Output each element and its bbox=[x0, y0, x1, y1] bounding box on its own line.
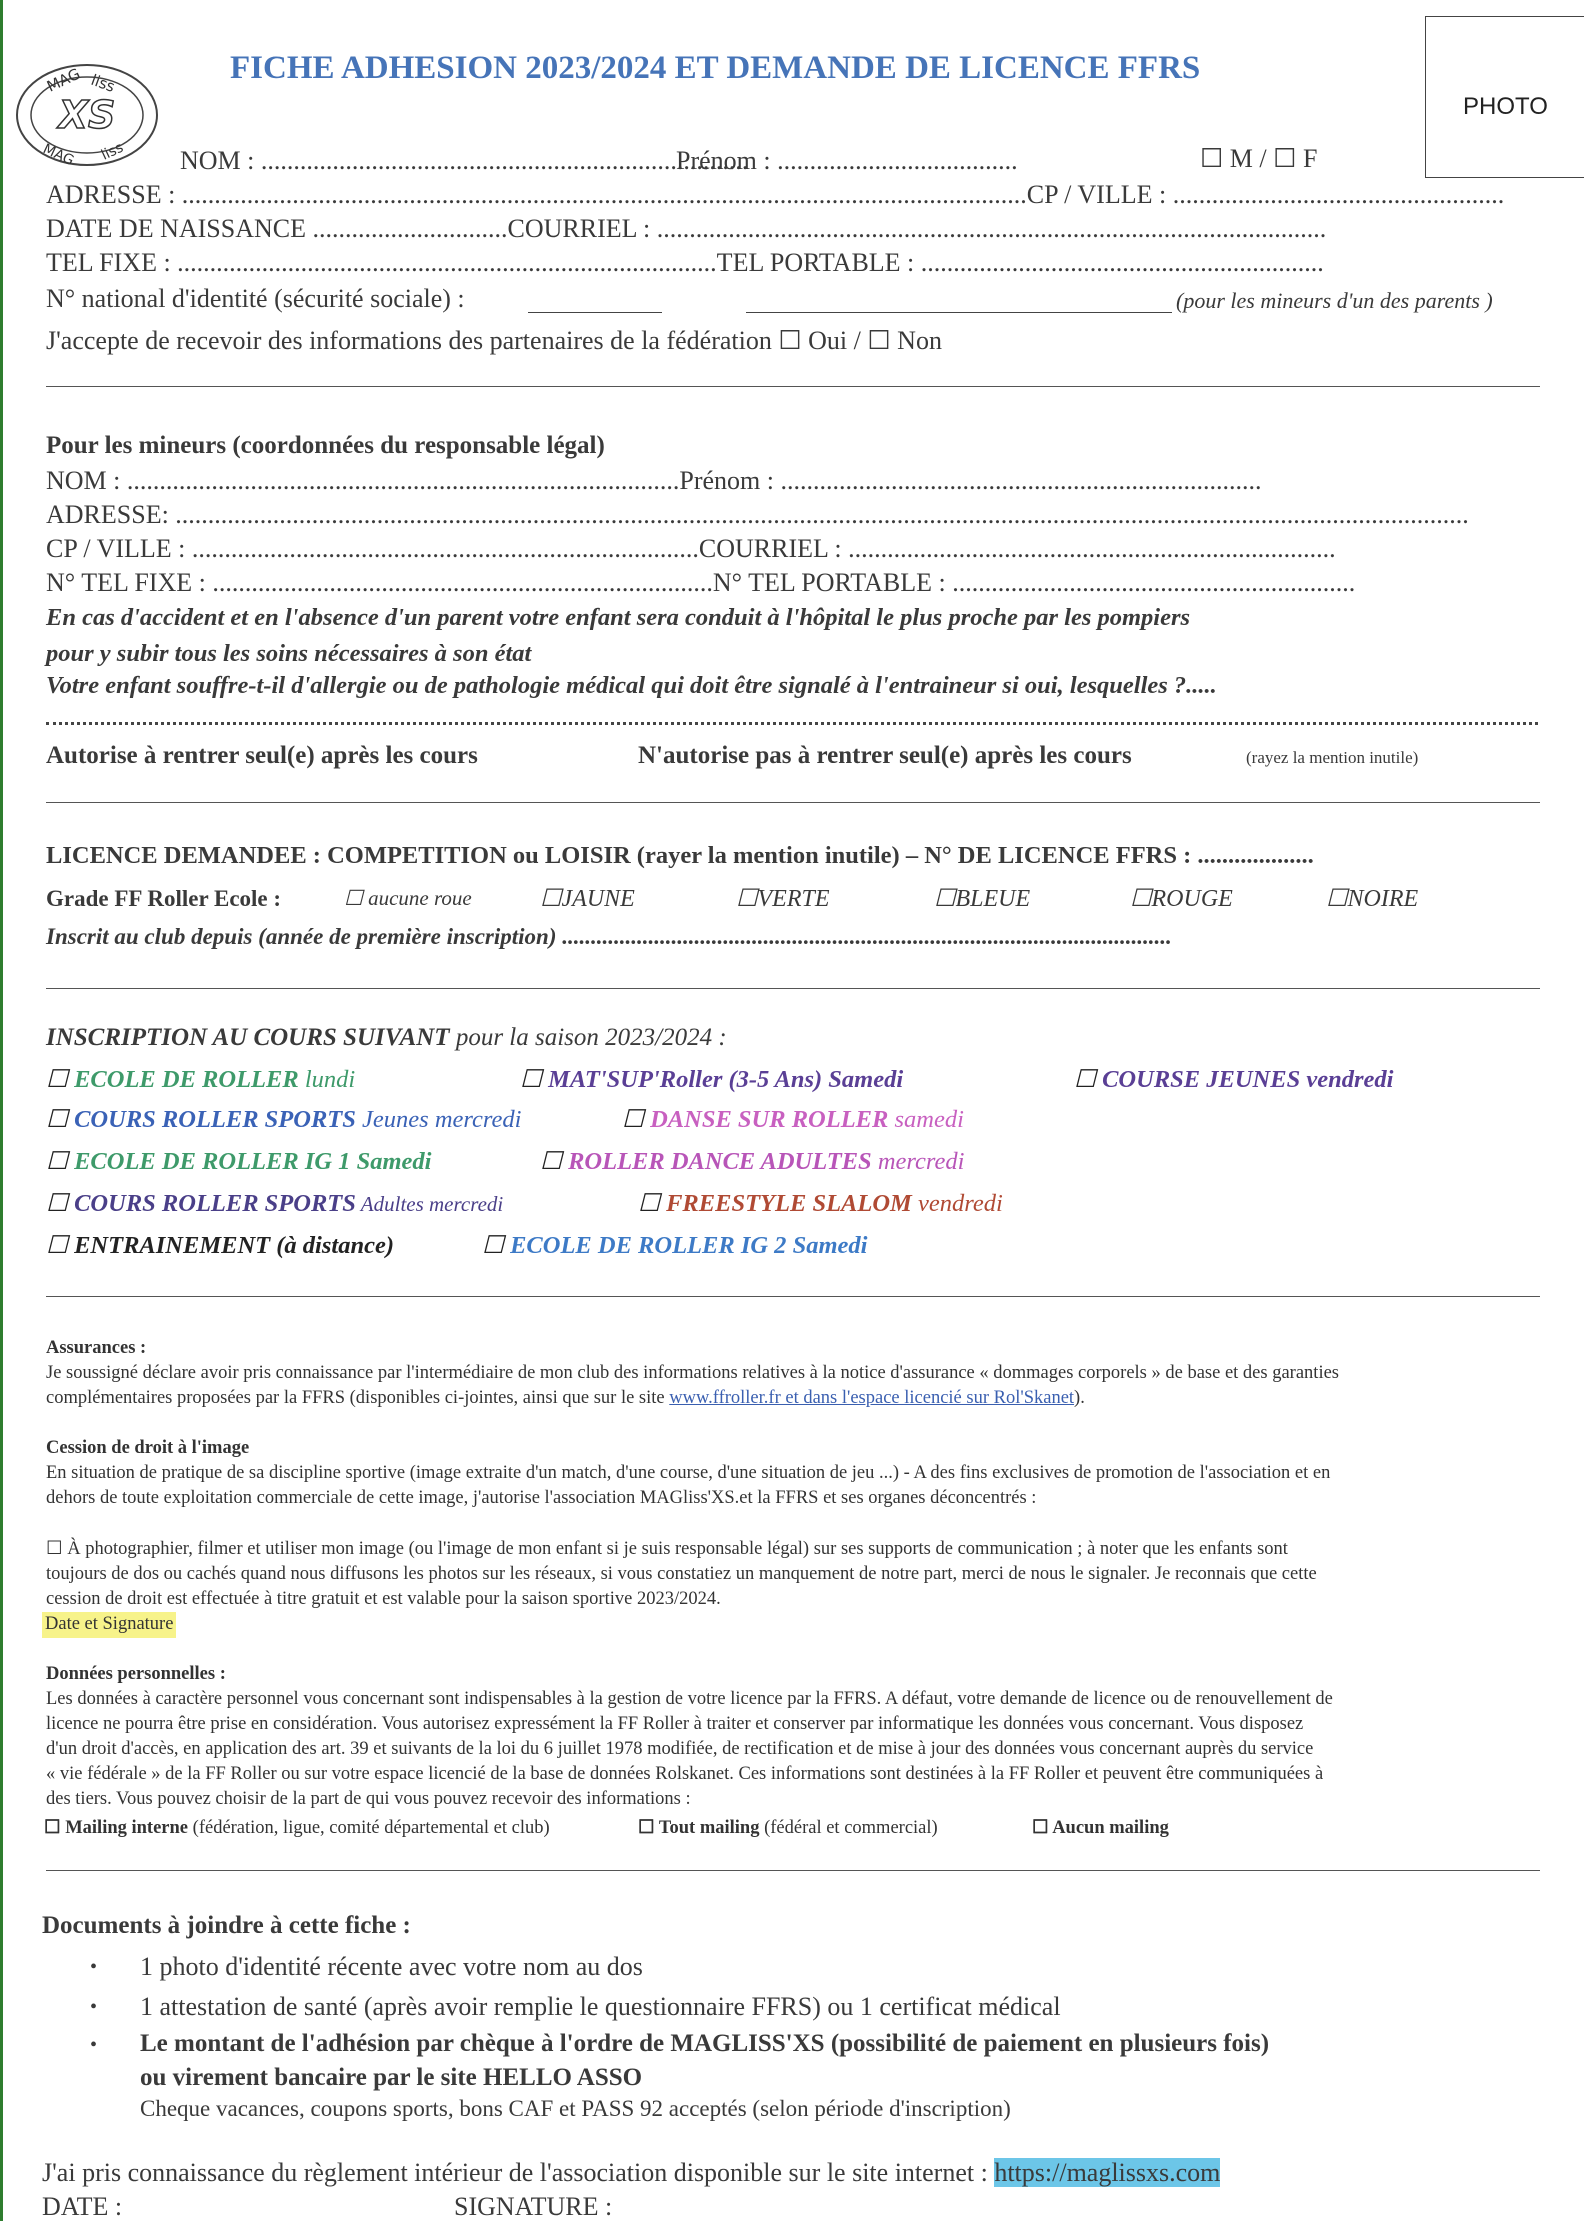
nom-field[interactable]: NOM : ........................................................................... bbox=[180, 146, 749, 175]
cours-name: ECOLE DE ROLLER bbox=[74, 1066, 299, 1093]
cours-detail: samedi bbox=[888, 1106, 964, 1133]
allergie-question[interactable]: Votre enfant souffre-t-il d'allergie ou de pathologie médical qui doit être signalé à l'entraineur si oui, lesquelles ?..... bbox=[46, 672, 1217, 699]
tout-mailing-detail: (fédéral et commercial) bbox=[759, 1818, 938, 1838]
divider bbox=[46, 988, 1540, 989]
minor-adresse-field[interactable]: ADRESSE: ....................................................................................................................................................................................................... bbox=[46, 500, 1469, 529]
grade-option-verte[interactable]: ☐VERTE bbox=[736, 886, 830, 912]
cours-name: COURS ROLLER SPORTS bbox=[74, 1190, 356, 1217]
sex-checkboxes[interactable]: ☐ M / ☐ F bbox=[1200, 144, 1318, 173]
cours-name: COURS ROLLER SPORTS bbox=[74, 1106, 356, 1133]
cours-detail: (à distance) bbox=[270, 1232, 394, 1259]
checkbox[interactable]: ☐ bbox=[46, 1106, 75, 1133]
cours-matsup[interactable] bbox=[520, 1064, 903, 1094]
cours-ecole-roller-lundi[interactable] bbox=[46, 1064, 355, 1094]
cours-detail: Samedi bbox=[350, 1148, 432, 1175]
assurances-text-2 bbox=[46, 1386, 1085, 1412]
checkbox[interactable]: ☐ bbox=[46, 1190, 75, 1217]
cours-detail: Adultes mercredi bbox=[355, 1192, 504, 1216]
secu-label: N° national d'identité (sécurité sociale) : bbox=[46, 284, 465, 313]
tout-mailing-label: ☐ Tout mailing bbox=[638, 1818, 760, 1838]
reglement-statement bbox=[42, 2158, 1220, 2188]
bullet: • bbox=[90, 2034, 98, 2056]
secu-line-2[interactable] bbox=[746, 312, 1172, 313]
minor-nom-field[interactable]: NOM : .....................................................................................Prénom : .......................................................................... bbox=[46, 466, 1262, 495]
naissance-field[interactable]: DATE DE NAISSANCE ..............................COURRIEL : ....................................................................................................... bbox=[46, 214, 1327, 243]
cours-detail: Samedi bbox=[786, 1232, 868, 1259]
checkbox[interactable]: ☐ bbox=[46, 1232, 75, 1259]
donnees-text-3: d'un droit d'accès, en application des art. 39 et suivants de la loi du 6 juillet 1978 modifiée, de rectification et de mise à jour des données vous concernant auprès du service bbox=[46, 1739, 1314, 1759]
grade-option-jaune[interactable]: ☐JAUNE bbox=[540, 886, 635, 912]
minor-cp-field[interactable]: CP / VILLE : ..............................................................................COURRIEL : ........................................................................... bbox=[46, 534, 1336, 563]
left-margin-line bbox=[0, 0, 3, 2221]
cours-danse-roller[interactable] bbox=[622, 1104, 964, 1134]
cours-name: ECOLE DE ROLLER IG 2 bbox=[510, 1232, 787, 1259]
accident-notice: En cas d'accident et en l'absence d'un parent votre enfant sera conduit à l'hôpital le plus proche par les pompiers bbox=[46, 604, 1191, 631]
reglement-text: J'ai pris connaissance du règlement intérieur de l'association disponible sur le site internet : bbox=[42, 2158, 995, 2187]
document-paiement: Le montant de l'adhésion par chèque à l'ordre de MAGLISS'XS (possibilité de paiement en plusieurs fois) bbox=[140, 2030, 1270, 2057]
grade-option-aucune[interactable]: ☐ aucune roue bbox=[344, 886, 472, 910]
grade-option-bleue[interactable]: ☐BLEUE bbox=[934, 886, 1031, 912]
cours-roller-sports-adultes[interactable] bbox=[46, 1188, 503, 1218]
grade-option-rouge[interactable]: ☐ROUGE bbox=[1130, 886, 1233, 912]
document-paiement-2: ou virement bancaire par le site HELLO ASSO bbox=[140, 2064, 643, 2091]
prenom-field[interactable]: Prénom : ..................................... bbox=[676, 146, 1018, 175]
donnees-heading: Données personnelles : bbox=[46, 1664, 226, 1684]
image-heading: Cession de droit à l'image bbox=[46, 1438, 250, 1458]
date-field[interactable]: DATE : bbox=[42, 2192, 123, 2221]
cours-detail: vendredi bbox=[911, 1190, 1003, 1217]
allergie-dots[interactable] bbox=[46, 722, 1538, 725]
grade-label: Grade FF Roller Ecole : bbox=[46, 886, 282, 911]
ffroller-link[interactable]: www.ffroller.fr et dans l'espace licencié sur Rol'Skanet bbox=[669, 1388, 1075, 1408]
signature-field[interactable]: SIGNATURE : bbox=[454, 2192, 613, 2221]
image-text-2: dehors de toute exploitation commerciale de cette image, j'autorise l'association MAGliss'XS.et la FFRS et ses organes déconcentrés : bbox=[46, 1488, 1037, 1508]
assurances-text-2a: complémentaires proposées par la FFRS (disponibles ci-jointes, ainsi que sur le site bbox=[46, 1388, 670, 1408]
partners-consent[interactable]: J'accepte de recevoir des informations des partenaires de la fédération ☐ Oui / ☐ Non bbox=[46, 326, 942, 355]
checkbox[interactable]: ☐ bbox=[482, 1232, 511, 1259]
assurances-text-2b: ). bbox=[1074, 1388, 1085, 1408]
autorise-option[interactable]: Autorise à rentrer seul(e) après les cours bbox=[46, 742, 478, 769]
rayez-note: (rayez la mention inutile) bbox=[1246, 748, 1419, 767]
svg-text:XS: XS bbox=[58, 93, 116, 137]
tel-field[interactable]: TEL FIXE : ...................................................................................TEL PORTABLE : .............................................................. bbox=[46, 248, 1324, 277]
page-title: FICHE ADHESION 2023/2024 ET DEMANDE DE LICENCE FFRS bbox=[230, 50, 1201, 86]
licence-line[interactable]: LICENCE DEMANDEE : COMPETITION ou LOISIR (rayer la mention inutile) – N° DE LICENCE FFRS : ................... bbox=[46, 842, 1314, 869]
mailing-interne-option[interactable] bbox=[44, 1816, 550, 1842]
divider bbox=[46, 386, 1540, 387]
divider bbox=[46, 1870, 1540, 1871]
cours-course-jeunes[interactable] bbox=[1074, 1064, 1393, 1094]
cours-detail: lundi bbox=[298, 1066, 356, 1093]
nautorise-option[interactable]: N'autorise pas à rentrer seul(e) après les cours bbox=[638, 742, 1132, 769]
cours-roller-dance-adultes[interactable] bbox=[540, 1146, 964, 1176]
adresse-field[interactable]: ADRESSE : ..................................................................................................................................CP / VILLE : ................................................... bbox=[46, 180, 1505, 209]
aucun-mailing-option[interactable]: ☐ Aucun mailing bbox=[1032, 1818, 1169, 1838]
svg-text:MAG: MAG bbox=[40, 141, 77, 170]
document-sante: 1 attestation de santé (après avoir remplie le questionnaire FFRS) ou 1 certificat médical bbox=[140, 1992, 1061, 2021]
image-text-5: cession de droit est effectuée à titre gratuit et est valable pour la saison sportive 2023/2024. bbox=[46, 1589, 721, 1609]
document-moyens-paiement: Cheque vacances, coupons sports, bons CAF et PASS 92 acceptés (selon période d'inscription) bbox=[140, 2096, 1011, 2121]
grade-option-noire[interactable]: ☐NOIRE bbox=[1326, 886, 1419, 912]
secu-note: (pour les mineurs d'un des parents ) bbox=[1176, 288, 1493, 313]
donnees-text-2: licence ne pourra être prise en considération. Vous autorisez expressément la FF Roller à traiter et conserver par informatique les données vous concernant. Vous disposez bbox=[46, 1714, 1304, 1734]
document-photo: 1 photo d'identité récente avec votre nom au dos bbox=[140, 1952, 643, 1981]
checkbox[interactable]: ☐ bbox=[520, 1066, 549, 1093]
bullet: • bbox=[90, 1996, 98, 2018]
minor-tel-field[interactable]: N° TEL FIXE : .............................................................................N° TEL PORTABLE : .............................................................. bbox=[46, 568, 1356, 597]
cours-name: MAT'SUP' bbox=[548, 1066, 660, 1093]
donnees-text-1: Les données à caractère personnel vous concernant sont indispensables à la gestion de votre licence par la FFRS. A défaut, votre demande de licence ou de renouvellement de bbox=[46, 1689, 1333, 1709]
cours-name: DANSE SUR ROLLER bbox=[650, 1106, 889, 1133]
svg-text:liss: liss bbox=[88, 70, 118, 96]
site-url-link[interactable]: https://maglissxs.com bbox=[994, 2158, 1221, 2187]
mailing-interne-detail: (fédération, ligue, comité départemental et club) bbox=[188, 1818, 550, 1838]
svg-text:liss: liss bbox=[98, 139, 126, 164]
cours-ecole-ig2[interactable] bbox=[482, 1230, 867, 1260]
tout-mailing-option[interactable] bbox=[638, 1816, 938, 1842]
cours-heading-suffix: pour la saison 2023/2024 : bbox=[449, 1024, 727, 1051]
inscrit-depuis-field[interactable]: Inscrit au club depuis (année de première inscription) .......................................................................................................... bbox=[46, 924, 1172, 949]
date-signature-label: Date et Signature bbox=[42, 1612, 176, 1638]
cours-name: FREESTYLE SLALOM bbox=[666, 1190, 912, 1217]
cours-name: ROLLER DANCE ADULTES bbox=[568, 1148, 872, 1175]
club-logo bbox=[12, 60, 162, 170]
checkbox[interactable]: ☐ bbox=[46, 1148, 75, 1175]
photo-label: PHOTO bbox=[1463, 93, 1548, 120]
secu-line-1[interactable] bbox=[528, 312, 662, 313]
cours-heading bbox=[46, 1024, 727, 1052]
cours-heading-main: INSCRIPTION AU COURS SUIVANT bbox=[46, 1024, 450, 1051]
assurances-text-1: Je soussigné déclare avoir pris connaissance par l'intermédiaire de mon club des informations relatives à la notice d'assurance « dommages corporels » de base et des garanties bbox=[46, 1363, 1339, 1383]
assurances-heading: Assurances : bbox=[46, 1338, 147, 1358]
documents-heading: Documents à joindre à cette fiche : bbox=[42, 1912, 411, 1939]
checkbox[interactable]: ☐ bbox=[638, 1190, 667, 1217]
cours-detail: Jeunes mercredi bbox=[355, 1106, 522, 1133]
image-consent-checkbox[interactable]: ☐ À photographier, filmer et utiliser mon image (ou l'image de mon enfant si je suis responsable légal) sur ses supports de communication ; à noter que les enfants sont bbox=[46, 1539, 1288, 1559]
checkbox[interactable]: ☐ bbox=[46, 1066, 75, 1093]
cours-detail: Roller (3-5 Ans) Samedi bbox=[659, 1066, 904, 1093]
image-text-1: En situation de pratique de sa discipline sportive (image extraite d'un match, d'une course, d'une situation de jeu ...) - A des fins exclusives de promotion de l'association et en bbox=[46, 1463, 1331, 1483]
cours-ecole-ig1[interactable] bbox=[46, 1146, 431, 1176]
donnees-text-5: des tiers. Vous pouvez choisir de la part de qui vous pouvez recevoir des informations : bbox=[46, 1789, 691, 1809]
cours-detail: mercredi bbox=[871, 1148, 965, 1175]
cours-entrainement[interactable] bbox=[46, 1230, 394, 1260]
cours-freestyle-slalom[interactable] bbox=[638, 1188, 1003, 1218]
minors-heading: Pour les mineurs (coordonnées du responsable légal) bbox=[46, 432, 605, 459]
svg-text:MAG: MAG bbox=[44, 64, 84, 96]
accident-notice-2: pour y subir tous les soins nécessaires à son état bbox=[46, 640, 532, 667]
image-text-4: toujours de dos ou cachés quand nous diffusons les photos sur les réseaux, si vous constatiez un manquement de notre part, merci de nous le signaler. Je reconnais que cette bbox=[46, 1564, 1317, 1584]
checkbox[interactable]: ☐ bbox=[540, 1148, 569, 1175]
cours-name: COURSE JEUNES bbox=[1102, 1066, 1301, 1093]
checkbox[interactable]: ☐ bbox=[622, 1106, 651, 1133]
checkbox[interactable]: ☐ bbox=[1074, 1066, 1103, 1093]
divider bbox=[46, 1296, 1540, 1297]
cours-roller-sports-jeunes[interactable] bbox=[46, 1104, 521, 1134]
mailing-interne-label: ☐ Mailing interne bbox=[44, 1818, 189, 1838]
cours-detail: vendredi bbox=[1300, 1066, 1394, 1093]
divider bbox=[46, 802, 1540, 803]
donnees-text-4: « vie fédérale » de la FF Roller ou sur votre espace licencié de la base de données Rolskanet. Ces informations sont destinées à la FF Roller et peuvent être communiquées à bbox=[46, 1764, 1324, 1784]
bullet: • bbox=[90, 1956, 98, 1978]
cours-name: ECOLE DE ROLLER IG 1 bbox=[74, 1148, 351, 1175]
cours-name: ENTRAINEMENT bbox=[74, 1232, 271, 1259]
